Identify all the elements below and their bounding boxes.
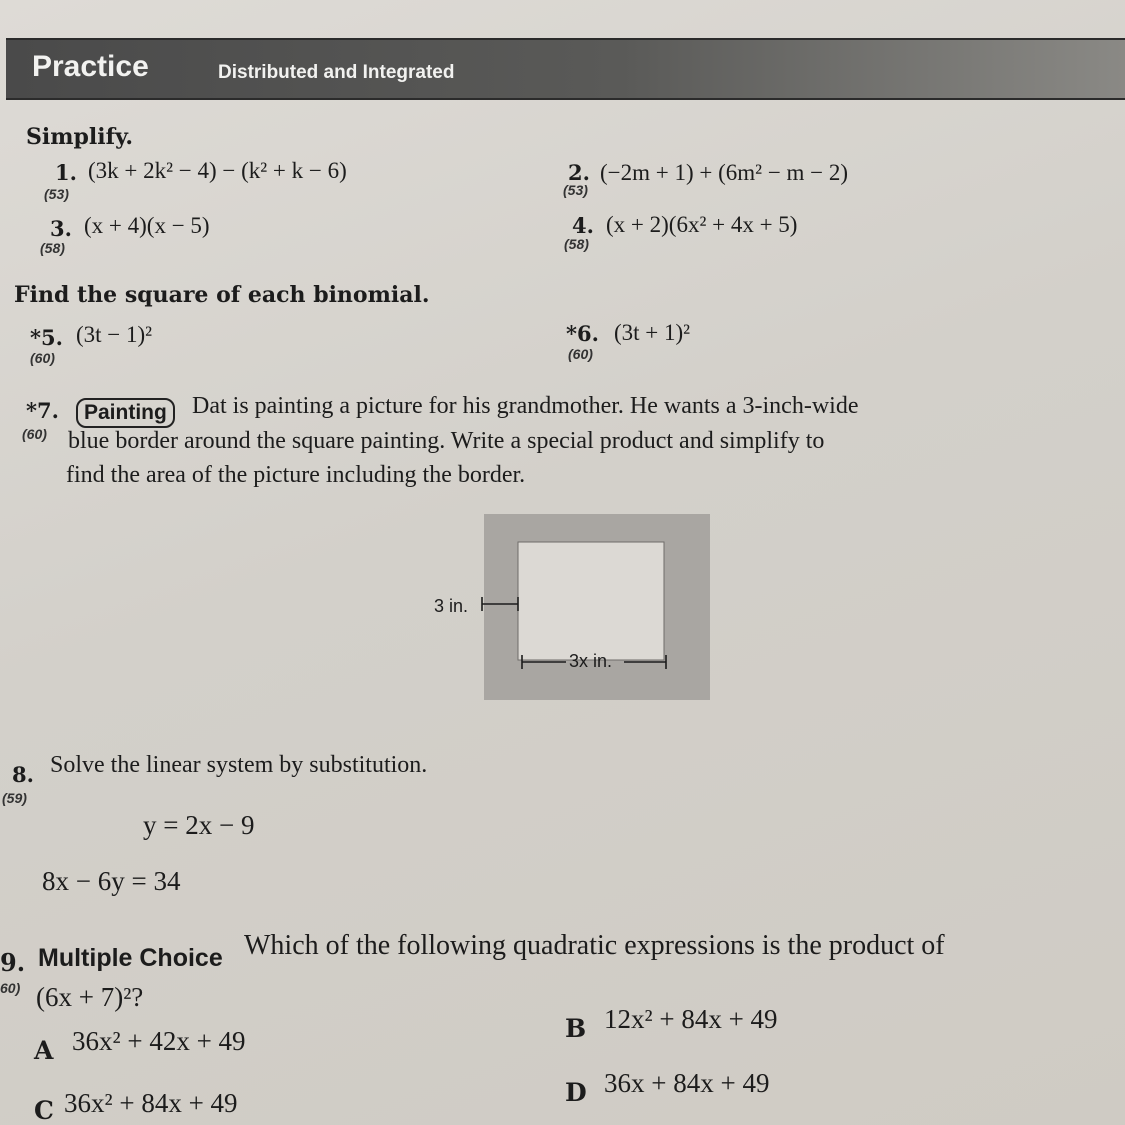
practice-banner bbox=[6, 38, 1125, 100]
problem-7-text-line1: Dat is painting a picture for his grandmother. He wants a 3-inch-wide bbox=[192, 393, 859, 419]
problem-3-number: 3. bbox=[50, 216, 72, 241]
equation-2: 8x − 6y = 34 bbox=[42, 866, 181, 896]
problem-2-expression: (−2m + 1) + (6m² − m − 2) bbox=[600, 160, 849, 185]
equation-1: y = 2x − 9 bbox=[143, 810, 255, 840]
problem-8-lesson: (59) bbox=[2, 790, 27, 806]
problem-9-text: Which of the following quadratic expressions is the product of bbox=[244, 930, 945, 961]
choice-d-letter[interactable]: D bbox=[565, 1078, 587, 1107]
problem-8-number: 8. bbox=[12, 762, 34, 787]
problem-9-number: 9. bbox=[0, 948, 26, 977]
choice-c[interactable]: 36x² + 84x + 49 bbox=[64, 1088, 238, 1118]
problem-1-expression: (3k + 2k² − 4) − (k² + k − 6) bbox=[88, 158, 347, 183]
painting-inner-square bbox=[518, 542, 664, 660]
problem-2-lesson: (53) bbox=[563, 182, 588, 198]
painting-topic-tag: Painting bbox=[76, 398, 175, 428]
choice-c-letter[interactable]: C bbox=[34, 1096, 54, 1125]
problem-7-text-line2: blue border around the square painting. Write a special product and simplify to bbox=[68, 428, 825, 454]
problem-2-number: 2. bbox=[568, 160, 590, 185]
problem-9-lesson: 60) bbox=[0, 980, 21, 996]
problem-7-text-line3: find the area of the picture including the border. bbox=[66, 462, 526, 488]
problem-6-expression: (3t + 1)² bbox=[614, 320, 691, 345]
section-heading-simplify: Simplify. bbox=[26, 124, 134, 150]
choice-d[interactable]: 36x + 84x + 49 bbox=[604, 1068, 770, 1098]
choice-b[interactable]: 12x² + 84x + 49 bbox=[604, 1004, 778, 1034]
side-length-label: 3x in. bbox=[569, 651, 613, 671]
problem-6-number: *6. bbox=[566, 321, 599, 346]
problem-1-lesson: (53) bbox=[44, 186, 69, 202]
problem-8-text: Solve the linear system by substitution. bbox=[50, 752, 428, 778]
choice-b-letter[interactable]: B bbox=[565, 1014, 587, 1043]
multiple-choice-label: Multiple Choice bbox=[38, 944, 223, 972]
problem-3-expression: (x + 4)(x − 5) bbox=[84, 213, 210, 238]
section-heading-square: Find the square of each binomial. bbox=[14, 282, 430, 308]
problem-4-lesson: (58) bbox=[564, 236, 589, 252]
problem-9-expression: (6x + 7)²? bbox=[36, 982, 144, 1012]
problem-7-number: *7. bbox=[26, 398, 59, 423]
problem-6-lesson: (60) bbox=[568, 346, 593, 362]
problem-5-number: *5. bbox=[30, 325, 63, 350]
problem-5-expression: (3t − 1)² bbox=[76, 322, 153, 347]
banner-title: Practice bbox=[32, 50, 149, 83]
problem-3-lesson: (58) bbox=[40, 240, 65, 256]
border-width-label: 3 in. bbox=[434, 596, 469, 616]
banner-subtitle: Distributed and Integrated bbox=[218, 62, 455, 83]
choice-a-letter[interactable]: A bbox=[34, 1036, 54, 1065]
problem-5-lesson: (60) bbox=[30, 350, 55, 366]
problem-7-lesson: (60) bbox=[22, 426, 47, 442]
problem-4-number: 4. bbox=[572, 213, 594, 238]
problem-4-expression: (x + 2)(6x² + 4x + 5) bbox=[606, 212, 798, 237]
problem-1-number: 1. bbox=[55, 160, 77, 185]
choice-a[interactable]: 36x² + 42x + 49 bbox=[72, 1026, 246, 1056]
